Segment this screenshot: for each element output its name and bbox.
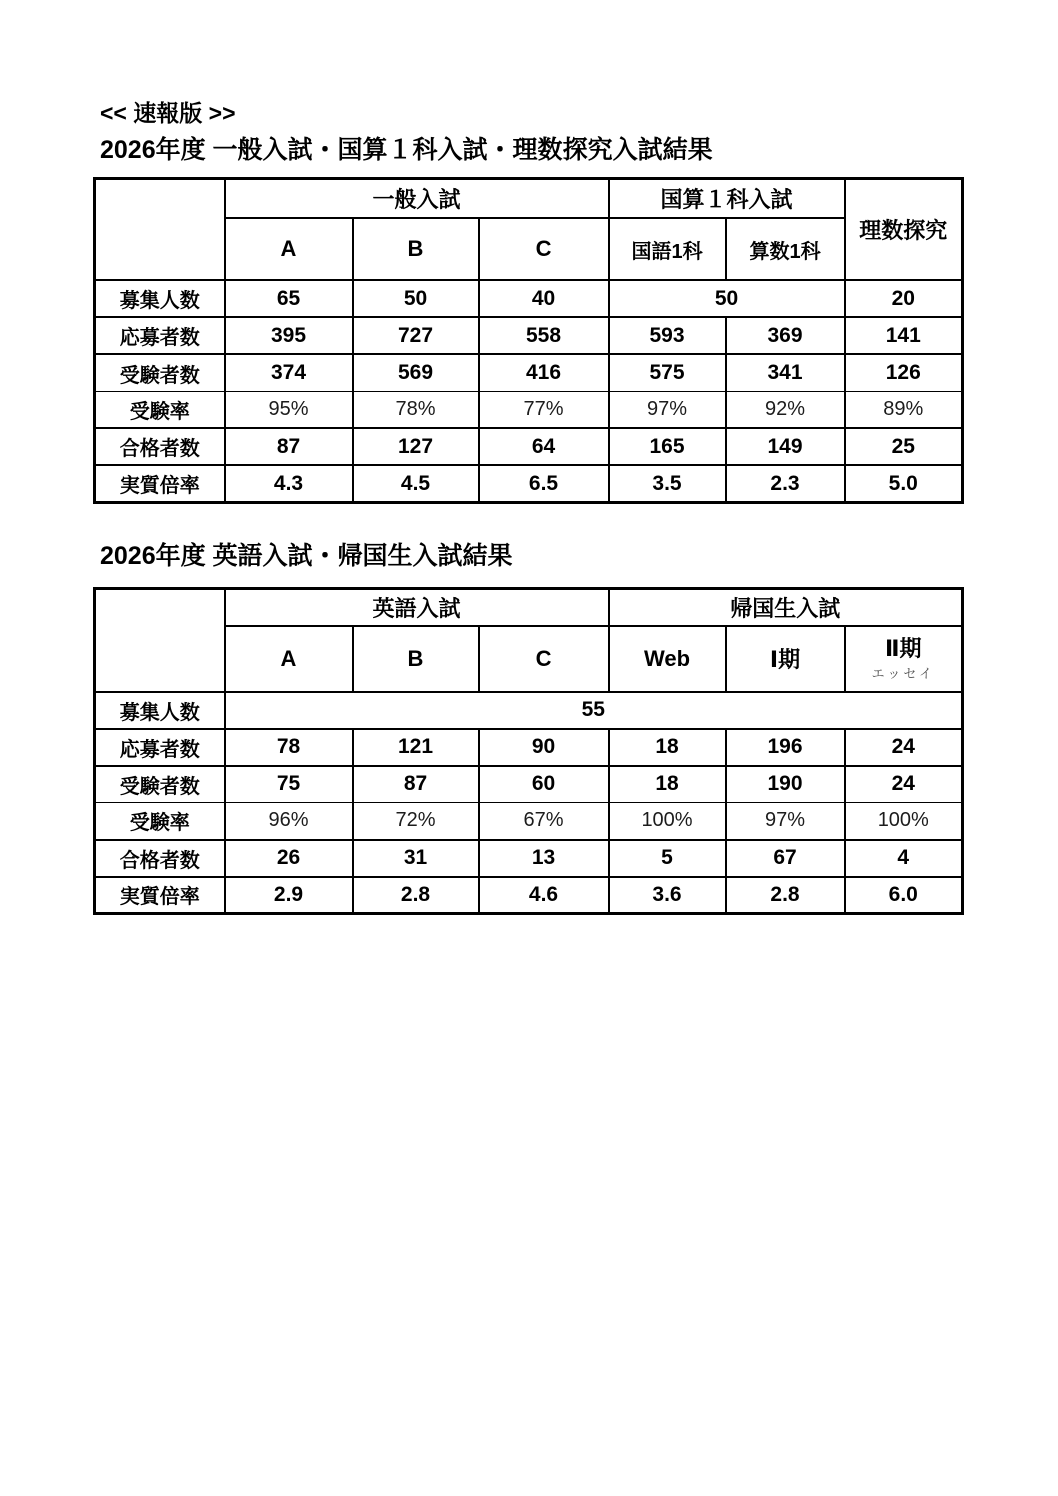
cell-value: 26 <box>225 840 353 877</box>
cell-value: 369 <box>726 317 845 354</box>
table-row <box>95 589 963 626</box>
cell-value: 18 <box>609 766 726 803</box>
english-returnee-results-table <box>93 587 964 915</box>
table-row <box>95 626 963 692</box>
table-row <box>95 218 963 280</box>
column-header-kokugo: 国語1科 <box>609 218 726 280</box>
cell-value: 2.8 <box>353 877 479 914</box>
row-label: 募集人数 <box>95 280 225 317</box>
table-row-ratio <box>95 877 963 914</box>
column-header-sansu: 算数1科 <box>726 218 845 280</box>
cell-value: 100% <box>609 803 726 840</box>
cell-value: 100% <box>845 803 963 840</box>
table-row-recruit <box>95 692 963 729</box>
cell-value: 127 <box>353 428 479 465</box>
corner-cell <box>95 178 225 280</box>
row-label: 受験率 <box>95 391 225 428</box>
table-row-recruit <box>95 280 963 317</box>
row-label: 受験者数 <box>95 354 225 391</box>
row-label: 応募者数 <box>95 317 225 354</box>
cell-value: 13 <box>479 840 609 877</box>
cell-value: 416 <box>479 354 609 391</box>
group-header-kokusan: 国算１科入試 <box>609 178 845 218</box>
cell-value: 341 <box>726 354 845 391</box>
cell-value: 727 <box>353 317 479 354</box>
cell-value: 4.3 <box>225 465 353 502</box>
cell-value: 575 <box>609 354 726 391</box>
cell-value: 374 <box>225 354 353 391</box>
cell-value: 3.6 <box>609 877 726 914</box>
row-label: 合格者数 <box>95 428 225 465</box>
row-label: 受験率 <box>95 803 225 840</box>
cell-value: 2.9 <box>225 877 353 914</box>
cell-value: 67% <box>479 803 609 840</box>
cell-value: 97% <box>726 803 845 840</box>
cell-value: 75 <box>225 766 353 803</box>
cell-value: 569 <box>353 354 479 391</box>
table-row-exam-rate <box>95 391 963 428</box>
table2-title: 2026年度 英語入試・帰国生入試結果 <box>100 541 513 570</box>
cell-value: 6.0 <box>845 877 963 914</box>
cell-value: 89% <box>845 391 963 428</box>
preliminary-badge: << 速報版 >> <box>100 100 236 126</box>
cell-value: 72% <box>353 803 479 840</box>
cell-value: 78% <box>353 391 479 428</box>
cell-value: 67 <box>726 840 845 877</box>
cell-value: 87 <box>225 428 353 465</box>
cell-value: 50 <box>353 280 479 317</box>
cell-value: 121 <box>353 729 479 766</box>
column-header-a: A <box>225 218 353 280</box>
cell-value: 5 <box>609 840 726 877</box>
cell-value: 60 <box>479 766 609 803</box>
cell-value: 77% <box>479 391 609 428</box>
row-label: 実質倍率 <box>95 465 225 502</box>
column-header-c: C <box>479 626 609 692</box>
group-header-general: 一般入試 <box>225 178 609 218</box>
cell-value: 87 <box>353 766 479 803</box>
row-label: 受験者数 <box>95 766 225 803</box>
cell-value: 65 <box>225 280 353 317</box>
cell-value: 558 <box>479 317 609 354</box>
table-row-applicants <box>95 729 963 766</box>
cell-value: 4 <box>845 840 963 877</box>
cell-value: 149 <box>726 428 845 465</box>
cell-value: 3.5 <box>609 465 726 502</box>
column-header-web: Web <box>609 626 726 692</box>
column-header-b: B <box>353 218 479 280</box>
table-row <box>95 178 963 218</box>
cell-value: 20 <box>845 280 963 317</box>
cell-value: 395 <box>225 317 353 354</box>
cell-value: 64 <box>479 428 609 465</box>
cell-value: 6.5 <box>479 465 609 502</box>
cell-value: 96% <box>225 803 353 840</box>
column-header-c: C <box>479 218 609 280</box>
cell-value: 141 <box>845 317 963 354</box>
cell-value-merged: 55 <box>225 692 963 729</box>
group-header-risu: 理数探究 <box>845 178 963 280</box>
cell-value: 4.6 <box>479 877 609 914</box>
term2-essay-label: エッセイ <box>871 665 935 681</box>
cell-value: 2.3 <box>726 465 845 502</box>
cell-value: 2.8 <box>726 877 845 914</box>
column-header-term2 <box>845 626 963 692</box>
cell-value: 18 <box>609 729 726 766</box>
cell-value: 25 <box>845 428 963 465</box>
table-row-examinees <box>95 354 963 391</box>
row-label: 合格者数 <box>95 840 225 877</box>
cell-value: 24 <box>845 766 963 803</box>
cell-value: 78 <box>225 729 353 766</box>
cell-value: 196 <box>726 729 845 766</box>
cell-value: 5.0 <box>845 465 963 502</box>
table1-title: 2026年度 一般入試・国算１科入試・理数探究入試結果 <box>100 135 713 164</box>
cell-value: 97% <box>609 391 726 428</box>
table-row-examinees <box>95 766 963 803</box>
group-header-returnee: 帰国生入試 <box>609 589 963 626</box>
group-header-english: 英語入試 <box>225 589 609 626</box>
column-header-term1: Ⅰ期 <box>726 626 845 692</box>
cell-value-merged: 50 <box>609 280 845 317</box>
row-label: 応募者数 <box>95 729 225 766</box>
cell-value: 593 <box>609 317 726 354</box>
corner-cell <box>95 589 225 692</box>
cell-value: 4.5 <box>353 465 479 502</box>
table-row-exam-rate <box>95 803 963 840</box>
row-label: 募集人数 <box>95 692 225 729</box>
cell-value: 126 <box>845 354 963 391</box>
cell-value: 165 <box>609 428 726 465</box>
term2-label: Ⅱ期 <box>885 635 922 661</box>
table-row-passers <box>95 428 963 465</box>
cell-value: 24 <box>845 729 963 766</box>
table-row-applicants <box>95 317 963 354</box>
cell-value: 40 <box>479 280 609 317</box>
cell-value: 90 <box>479 729 609 766</box>
cell-value: 31 <box>353 840 479 877</box>
general-admission-results-table <box>93 177 964 504</box>
column-header-a: A <box>225 626 353 692</box>
cell-value: 92% <box>726 391 845 428</box>
column-header-b: B <box>353 626 479 692</box>
table-row-ratio <box>95 465 963 502</box>
cell-value: 95% <box>225 391 353 428</box>
table-row-passers <box>95 840 963 877</box>
row-label: 実質倍率 <box>95 877 225 914</box>
cell-value: 190 <box>726 766 845 803</box>
